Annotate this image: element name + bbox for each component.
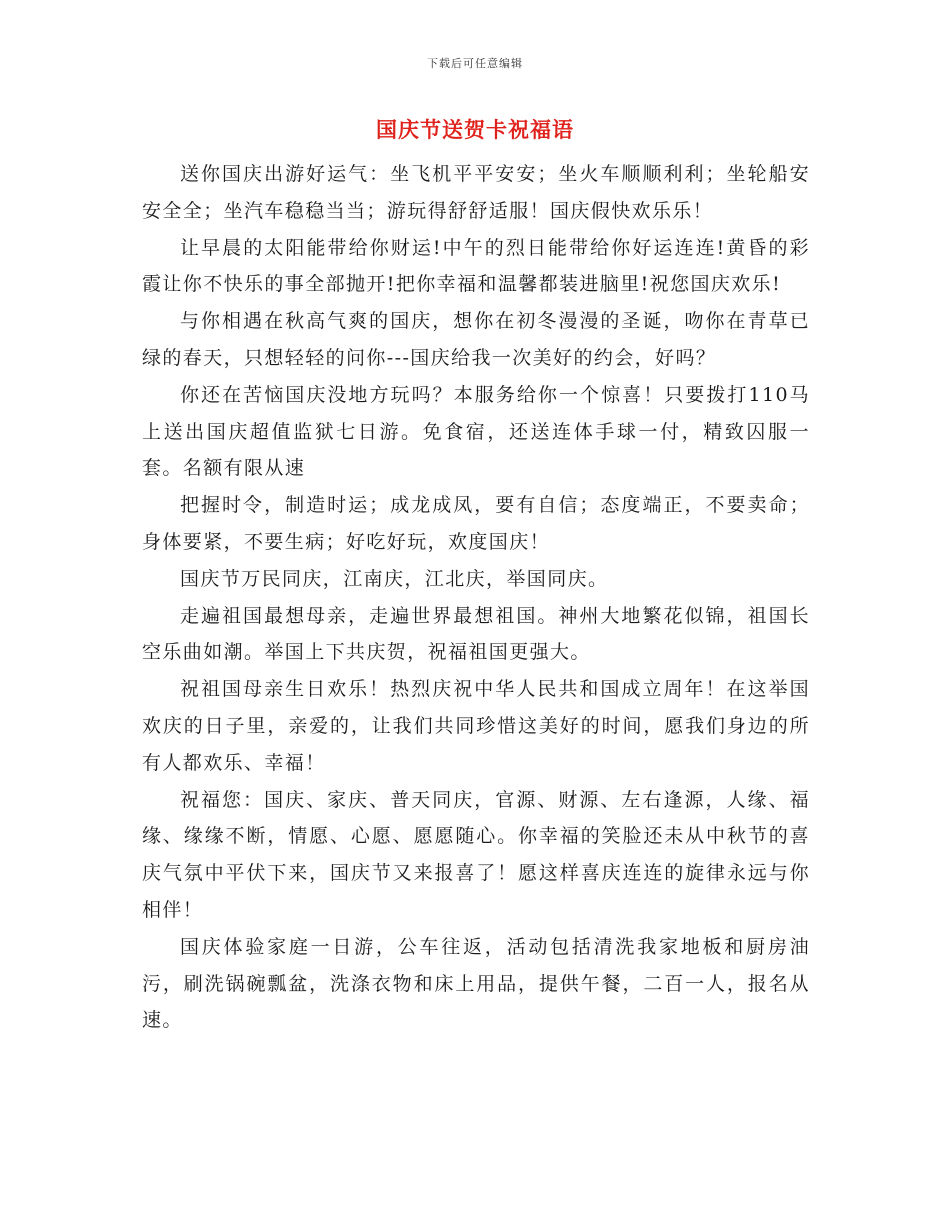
paragraph-4: 你还在苦恼国庆没地方玩吗？本服务给你一个惊喜！只要拨打110马上送出国庆超值监狱七日游。免食宿，还送连体手球一付，精致囚服一套。名额有限从速 (142, 383, 810, 480)
header-note: 下载后可任意编辑 (427, 57, 523, 70)
paragraph-9: 祝福您：国庆、家庆、普天同庆，官源、财源、左右逢源，人缘、福缘、缘缘不断，情愿、心愿、愿愿随心。你幸福的笑脸还未从中秋节的喜庆气氛中平伏下来，国庆节又来报喜了！愿这样喜庆连连的旋律永远与你相伴！ (142, 788, 810, 921)
document-body (142, 156, 810, 1039)
paragraph-5: 把握时令，制造时运；成龙成凤，要有自信；态度端正，不要卖命；身体要紧，不要生病；好吃好玩，欢度国庆！ (142, 494, 810, 553)
paragraph-6: 国庆节万民同庆，江南庆，江北庆，举国同庆。 (180, 567, 609, 590)
paragraph-2: 让早晨的太阳能带给你财运!中午的烈日能带给你好运连连!黄昏的彩霞让你不快乐的事全部抛开!把你幸福和温馨都装进脑里!祝您国庆欢乐! (142, 236, 810, 296)
paragraph-3: 与你相遇在秋高气爽的国庆，想你在初冬漫漫的圣诞，吻你在青草已绿的春天，只想轻轻的问你---国庆给我一次美好的约会，好吗？ (142, 310, 810, 369)
paragraph-1: 送你国庆出游好运气：坐飞机平平安安；坐火车顺顺利利；坐轮船安安全全；坐汽车稳稳当当；游玩得舒舒适服！国庆假快欢乐乐！ (142, 163, 810, 222)
paragraph-10: 国庆体验家庭一日游，公车往返，活动包括清洗我家地板和厨房油污，刷洗锅碗瓢盆，洗涤衣物和床上用品，提供午餐，二百一人，报名从速。 (142, 935, 810, 1032)
paragraph-8: 祝祖国母亲生日欢乐！热烈庆祝中华人民共和国成立周年！在这举国欢庆的日子里，亲爱的，让我们共同珍惜这美好的时间，愿我们身边的所有人都欢乐、幸福！ (142, 678, 810, 774)
document-title: 国庆节送贺卡祝福语 (376, 117, 574, 142)
paragraph-7: 走遍祖国最想母亲，走遍世界最想祖国。神州大地繁花似锦，祖国长空乐曲如潮。举国上下共庆贺，祝福祖国更强大。 (142, 604, 810, 664)
